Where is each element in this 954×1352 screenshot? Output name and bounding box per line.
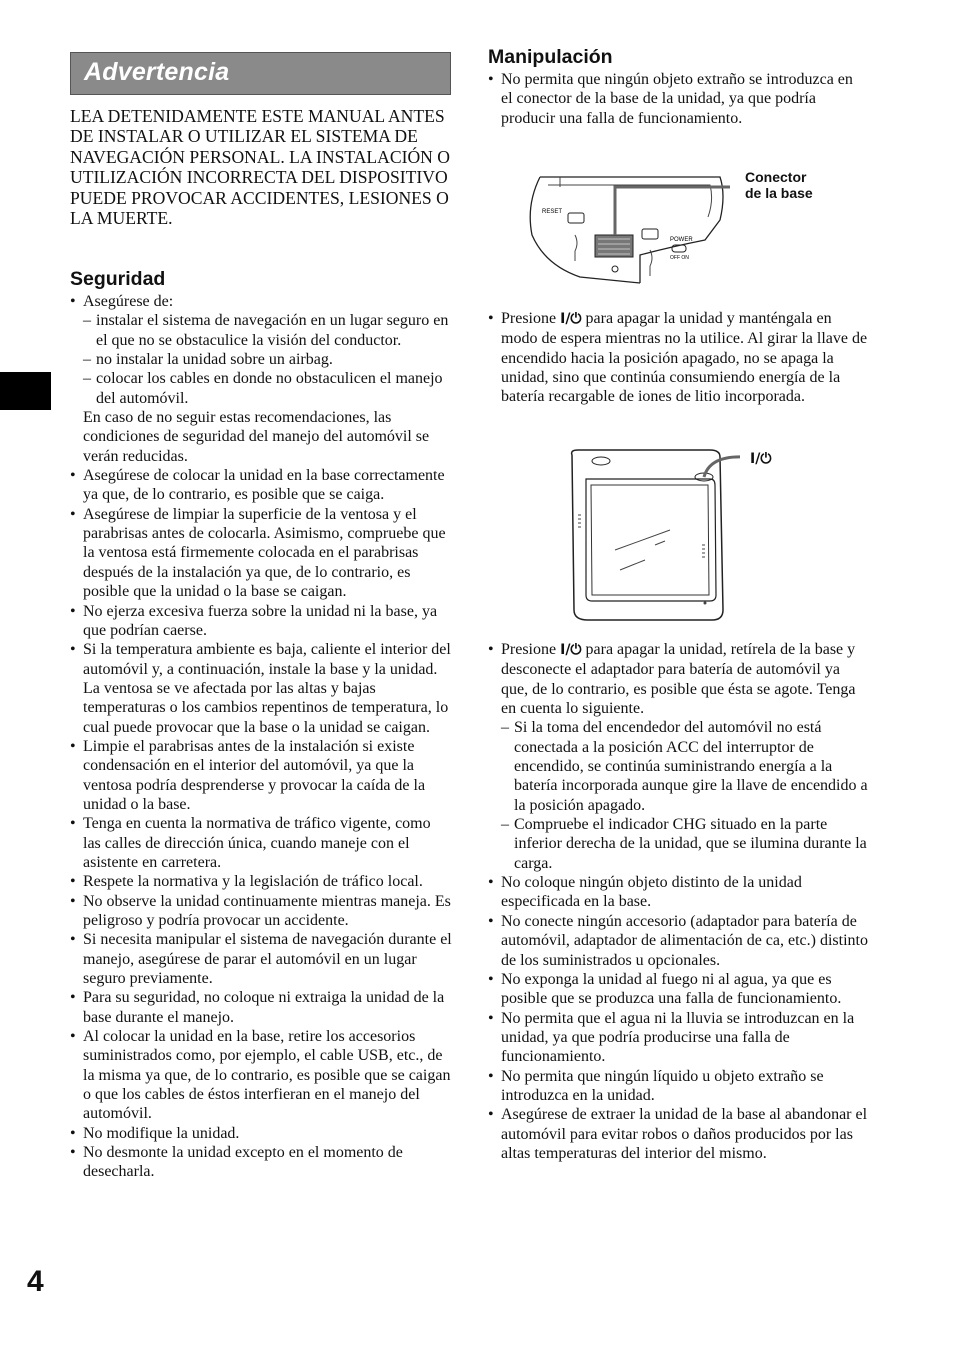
list-note: En caso de no seguir estas recomendaciones, las condiciones de seguridad del manejo del automóvil se verán reducidas.: [83, 409, 430, 465]
connector-callout-line1: Conector: [745, 169, 807, 185]
presione-text: Presione: [501, 641, 557, 658]
seguridad-list: [70, 292, 452, 1182]
list-item: • Para su seguridad, no coloque ni extraiga la unidad de la base durante el manejo.: [70, 988, 452, 1027]
power-button-icon: I/⏻: [560, 311, 582, 327]
list-item: • No ejerza excesiva fuerza sobre la unidad ni la base, ya que podrían caerse.: [70, 602, 452, 641]
list-item-text: para apagar la unidad y manténgala en modo de espera mientras no la utilice. Al girar la llave de encendido hacia la posición apagado, no se apaga la unidad, sino que continúa consumiendo energía de la batería recargable de iones de litio incorporada.: [501, 310, 868, 406]
list-item: [488, 309, 868, 407]
list-item: • Asegúrese de colocar la unidad en la base correctamente ya que, de lo contrario, es posible que se caiga.: [70, 466, 452, 505]
sub-list: [83, 311, 452, 408]
sub-list-item: – Si la toma del encendedor del automóvil no está conectada a la posición ACC del interruptor de encendido, se continúa suministrando energía a la batería incorporada aunque gire la llave de encendido a la posición apagado.: [501, 718, 868, 815]
manipulacion-list-1: [488, 70, 868, 128]
chapter-tab-marker: [0, 372, 51, 410]
page-number: 4: [27, 1265, 44, 1298]
list-item: • Respete la normativa y la legislación de tráfico local.: [70, 872, 452, 891]
list-item: • No modifique la unidad.: [70, 1124, 452, 1143]
sub-list-item: – colocar los cables en donde no obstaculicen el manejo del automóvil.: [83, 369, 452, 408]
list-item: • Asegúrese de extraer la unidad de la base al abandonar el automóvil para evitar robos o daños producidos por las altas temperaturas del interior del mismo.: [488, 1105, 868, 1163]
list-item: • No observe la unidad continuamente mientras maneja. Es peligroso y podría provocar un accidente.: [70, 892, 452, 931]
list-item: • No exponga la unidad al fuego ni al agua, ya que es posible que se produzca una falla de funcionamiento.: [488, 970, 868, 1009]
list-item: • Si necesita manipular el sistema de navegación durante el manejo, asegúrese de parar el automóvil en un lugar seguro previamente.: [70, 930, 452, 988]
sub-list-item: – Compruebe el indicador CHG situado en la parte inferior derecha de la unidad, que se ilumina durante la carga.: [501, 815, 868, 873]
list-item: • Si la temperatura ambiente es baja, caliente el interior del automóvil y, a continuación, instale la base y la unidad. La ventosa se ve afectada por las altas y bajas temperaturas o los cambios repentinos de temperatura, lo cual puede provocar que la base o la unidad se caigan.: [70, 640, 452, 737]
off-on-label: OFF ON: [670, 255, 689, 261]
manipulacion-list-3: [488, 640, 868, 1163]
unit-power-figure: [560, 445, 740, 625]
reset-label: RESET: [542, 209, 563, 215]
section-title: Advertencia: [84, 58, 230, 86]
sub-list-item: – instalar el sistema de navegación en un lugar seguro en el que no se obstaculice la visión del conductor.: [83, 311, 452, 350]
connector-callout-line2: de la base: [745, 185, 813, 201]
seguridad-heading: Seguridad: [70, 268, 166, 290]
sub-list-item: – no instalar la unidad sobre un airbag.: [83, 350, 452, 369]
power-label: POWER: [670, 237, 693, 243]
list-item: • No permita que el agua ni la lluvia se introduzcan en la unidad, ya que podría producirse una falla de funcionamiento.: [488, 1009, 868, 1067]
presione-text: Presione: [501, 310, 557, 327]
list-item-text: Asegúrese de:: [83, 293, 174, 310]
sub-list: [501, 718, 868, 873]
power-callout-label: I/⏻: [750, 451, 772, 467]
list-item: [70, 292, 452, 466]
manipulacion-heading: Manipulación: [488, 46, 613, 68]
list-item: • No conecte ningún accesorio (adaptador para batería de automóvil, adaptador de alimentación de ca, etc.) distinto de los suministrados u opcionales.: [488, 912, 868, 970]
list-item: • No permita que ningún objeto extraño se introduzca en el conector de la base de la unidad, ya que podría producir una falla de funcionamiento.: [488, 70, 868, 128]
list-item: • No permita que ningún líquido u objeto extraño se introduzca en la unidad.: [488, 1067, 868, 1106]
base-connector-figure: [520, 165, 730, 290]
connector-callout: [745, 169, 813, 201]
list-item-text: para apagar la unidad, retírela de la base y desconecte el adaptador para batería de automóvil ya que, de lo contrario, es posible que ésta se agote. Tenga en cuenta lo siguiente.: [501, 641, 856, 718]
warning-paragraph: LEA DETENIDAMENTE ESTE MANUAL ANTES DE INSTALAR O UTILIZAR EL SISTEMA DE NAVEGACIÓN PERSONAL. LA INSTALACIÓN O UTILIZACIÓN INCORRECTA DEL DISPOSITIVO PUEDE PROVOCAR ACCIDENTES, LESIONES O LA MUERTE.: [70, 106, 450, 229]
list-item: • Limpie el parabrisas antes de la instalación si existe condensación en el interior del automóvil, ya que la ventosa podría desprenderse y provocar la caída de la unidad o la base.: [70, 737, 452, 814]
list-item: • Asegúrese de limpiar la superficie de la ventosa y el parabrisas antes de colocarla. Asimismo, compruebe que la ventosa está firmemente colocada en el parabrisas después de la instalación ya que, de lo contrario, es posible que la unidad o la base se caigan.: [70, 505, 452, 602]
power-button-icon: I/⏻: [560, 642, 582, 658]
manipulacion-list-2: [488, 309, 868, 407]
list-item: • No desmonte la unidad excepto en el momento de desecharla.: [70, 1143, 452, 1182]
list-item: • Al colocar la unidad en la base, retire los accesorios suministrados como, por ejemplo, el cable USB, etc., de la misma ya que, de lo contrario, es posible que se caigan o que los cables de éstos interfieran en el manejo del automóvil.: [70, 1027, 452, 1124]
list-item: • Tenga en cuenta la normativa de tráfico vigente, como las calles de dirección única, cuando maneje con el asistente en carretera.: [70, 814, 452, 872]
list-item: • No coloque ningún objeto distinto de la unidad especificada en la base.: [488, 873, 868, 912]
section-title-bar: [70, 52, 451, 95]
list-item: [488, 640, 868, 873]
